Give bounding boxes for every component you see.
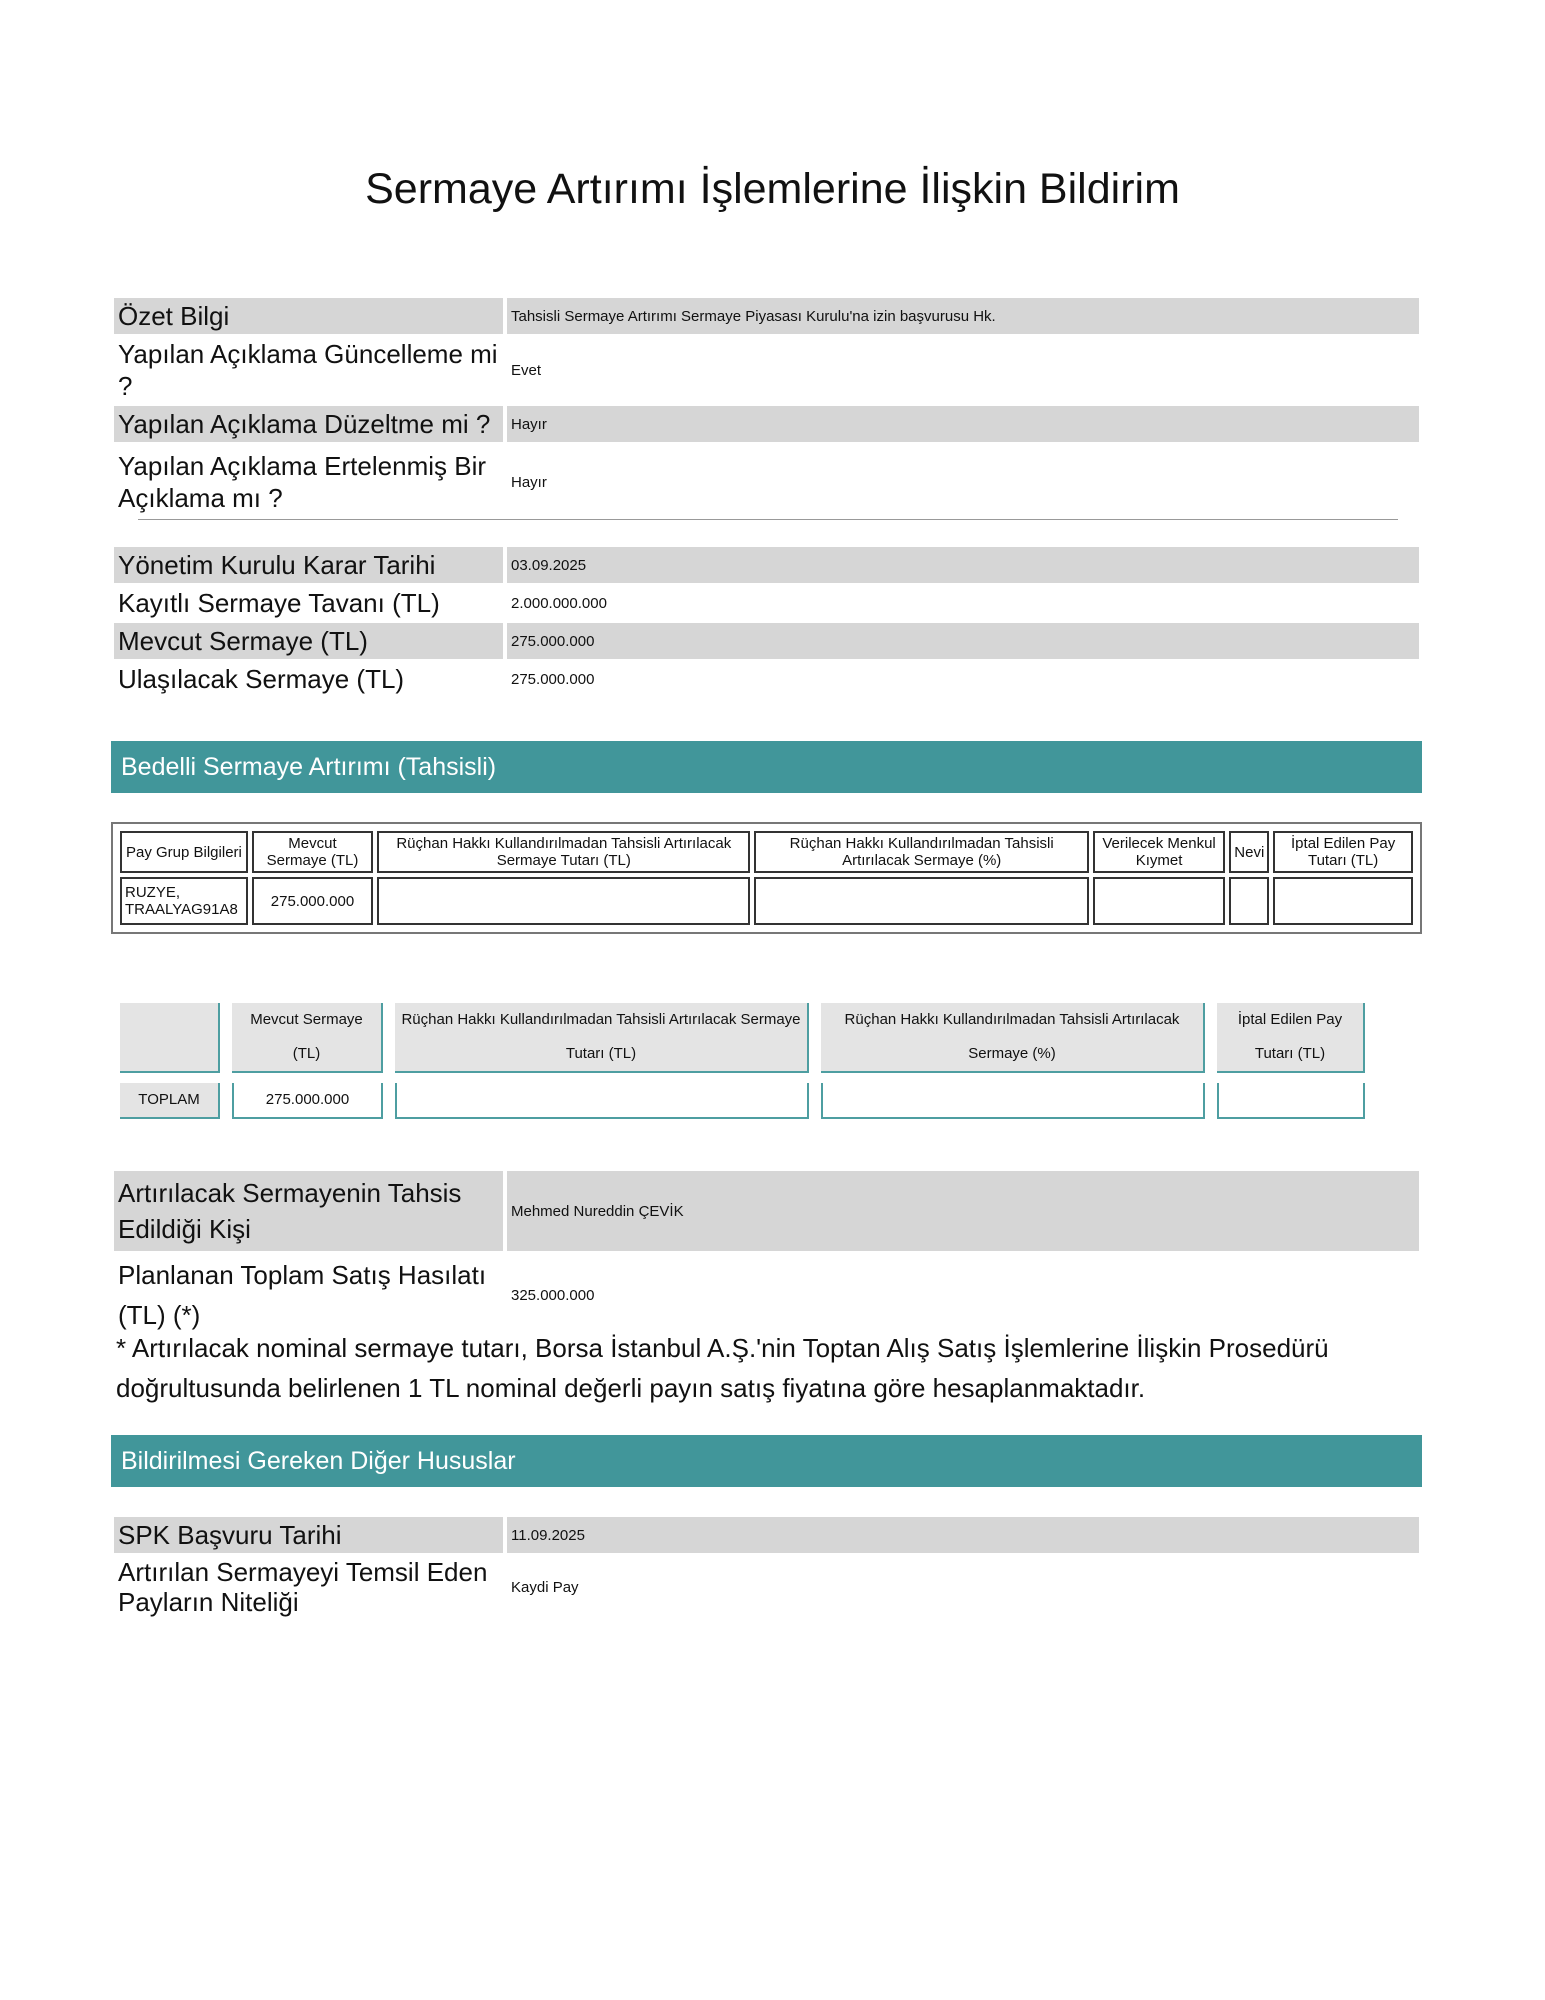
- table-cell: [377, 877, 750, 925]
- col-header: Rüçhan Hakkı Kullandırılmadan Tahsisli Artırılacak Sermaye (%): [754, 831, 1088, 873]
- col-header: Nevi: [1229, 831, 1269, 873]
- total-label: TOPLAM: [120, 1083, 220, 1119]
- summary-value: Tahsisli Sermaye Artırımı Sermaye Piyasası Kurulu'na izin başvurusu Hk.: [507, 298, 1419, 334]
- table-row: [120, 877, 1413, 925]
- other-table: [114, 1517, 1419, 1619]
- spk-date-row: [114, 1517, 1419, 1553]
- col-header: İptal Edilen Pay Tutarı (TL): [1217, 1003, 1365, 1073]
- table-cell: [395, 1083, 809, 1119]
- table-row: [120, 1083, 1365, 1119]
- footnote: * Artırılacak nominal sermaye tutarı, Borsa İstanbul A.Ş.'nin Toptan Alış Satış İşlemlerine İlişkin Prosedürü doğrultusunda belirlenen 1 TL nominal değerli payın satış fiyatına göre hesaplanmaktadır.: [116, 1333, 1329, 1403]
- current-cap-label: Mevcut Sermaye (TL): [114, 623, 503, 659]
- table-cell: RUZYE, TRAALYAG91A8: [120, 877, 248, 925]
- allocated-person-label: Artırılacak Sermayenin Tahsis Edildiği Kişi: [114, 1171, 503, 1251]
- update-label: Yapılan Açıklama Güncelleme mi ?: [118, 339, 498, 401]
- correction-value: Hayır: [507, 406, 1419, 442]
- current-cap-row: [114, 623, 1419, 659]
- registered-cap-value: 2.000.000.000: [511, 594, 607, 612]
- planned-proceeds-row: [114, 1253, 1419, 1337]
- planned-proceeds-label: Planlanan Toplam Satış Hasılatı (TL) (*): [118, 1260, 487, 1330]
- spk-date-label: SPK Başvuru Tarihi: [114, 1517, 503, 1553]
- section-header-paid-increase: Bedelli Sermaye Artırımı (Tahsisli): [111, 741, 1422, 793]
- allocated-person-row: [114, 1171, 1419, 1251]
- board-date-label: Yönetim Kurulu Karar Tarihi: [114, 547, 503, 583]
- page-title: Sermaye Artırımı İşlemlerine İlişkin Bildirim: [365, 165, 1180, 213]
- share-nature-value: Kaydi Pay: [511, 1578, 579, 1596]
- board-date-row: [114, 547, 1419, 583]
- planned-proceeds-value: 325.000.000: [511, 1286, 595, 1304]
- section-header-other-matters: Bildirilmesi Gereken Diğer Hususlar: [111, 1435, 1422, 1487]
- col-header: [120, 1003, 220, 1073]
- table-cell: [1273, 877, 1413, 925]
- share-nature-row: [114, 1555, 1419, 1619]
- target-cap-label: Ulaşılacak Sermaye (TL): [118, 664, 405, 694]
- allocation-table: [114, 1171, 1419, 1337]
- registered-cap-row: [114, 585, 1419, 621]
- spk-date-value: 11.09.2025: [507, 1517, 1419, 1553]
- col-header: Verilecek Menkul Kıymet: [1093, 831, 1225, 873]
- col-header: İptal Edilen Pay Tutarı (TL): [1273, 831, 1413, 873]
- table-cell: [754, 877, 1088, 925]
- table-header-row: [120, 1003, 1365, 1073]
- table-header-row: [120, 831, 1413, 873]
- table-cell: [1229, 877, 1269, 925]
- table-cell: [821, 1083, 1205, 1119]
- correction-row: [114, 406, 1419, 442]
- target-cap-row: [114, 661, 1419, 697]
- table-cell: 275.000.000: [232, 1083, 383, 1119]
- deferred-label: Yapılan Açıklama Ertelenmiş Bir Açıklama mı ?: [118, 451, 486, 513]
- allocated-person-value: Mehmed Nureddin ÇEVİK: [507, 1171, 1419, 1251]
- table-cell: 275.000.000: [252, 877, 373, 925]
- totals-table: [120, 993, 1415, 1129]
- col-header: Mevcut Sermaye (TL): [232, 1003, 383, 1073]
- capital-table: [114, 547, 1419, 697]
- summary-label: Özet Bilgi: [114, 298, 503, 334]
- summary-row: [114, 298, 1419, 334]
- table-cell: [1217, 1083, 1365, 1119]
- correction-label: Yapılan Açıklama Düzeltme mi ?: [114, 406, 503, 442]
- board-date-value: 03.09.2025: [507, 547, 1419, 583]
- update-value: Evet: [511, 361, 542, 379]
- col-header: Rüçhan Hakkı Kullandırılmadan Tahsisli Artırılacak Sermaye Tutarı (TL): [377, 831, 750, 873]
- col-header: Pay Grup Bilgileri: [120, 831, 248, 873]
- summary-table: [114, 298, 1419, 520]
- share-group-table: [111, 822, 1422, 934]
- section-divider: [138, 519, 1398, 520]
- col-header: Rüçhan Hakkı Kullandırılmadan Tahsisli Artırılacak Sermaye Tutarı (TL): [395, 1003, 809, 1073]
- update-row: [114, 336, 1419, 404]
- current-cap-value: 275.000.000: [507, 623, 1419, 659]
- registered-cap-label: Kayıtlı Sermaye Tavanı (TL): [118, 588, 440, 618]
- table-cell: [1093, 877, 1225, 925]
- target-cap-value: 275.000.000: [511, 670, 595, 688]
- share-nature-label: Artırılan Sermayeyi Temsil Eden Payların Niteliği: [118, 1557, 488, 1617]
- col-header: Rüçhan Hakkı Kullandırılmadan Tahsisli Artırılacak Sermaye (%): [821, 1003, 1205, 1073]
- deferred-row: [114, 444, 1419, 520]
- deferred-value: Hayır: [511, 473, 547, 491]
- col-header: Mevcut Sermaye (TL): [252, 831, 373, 873]
